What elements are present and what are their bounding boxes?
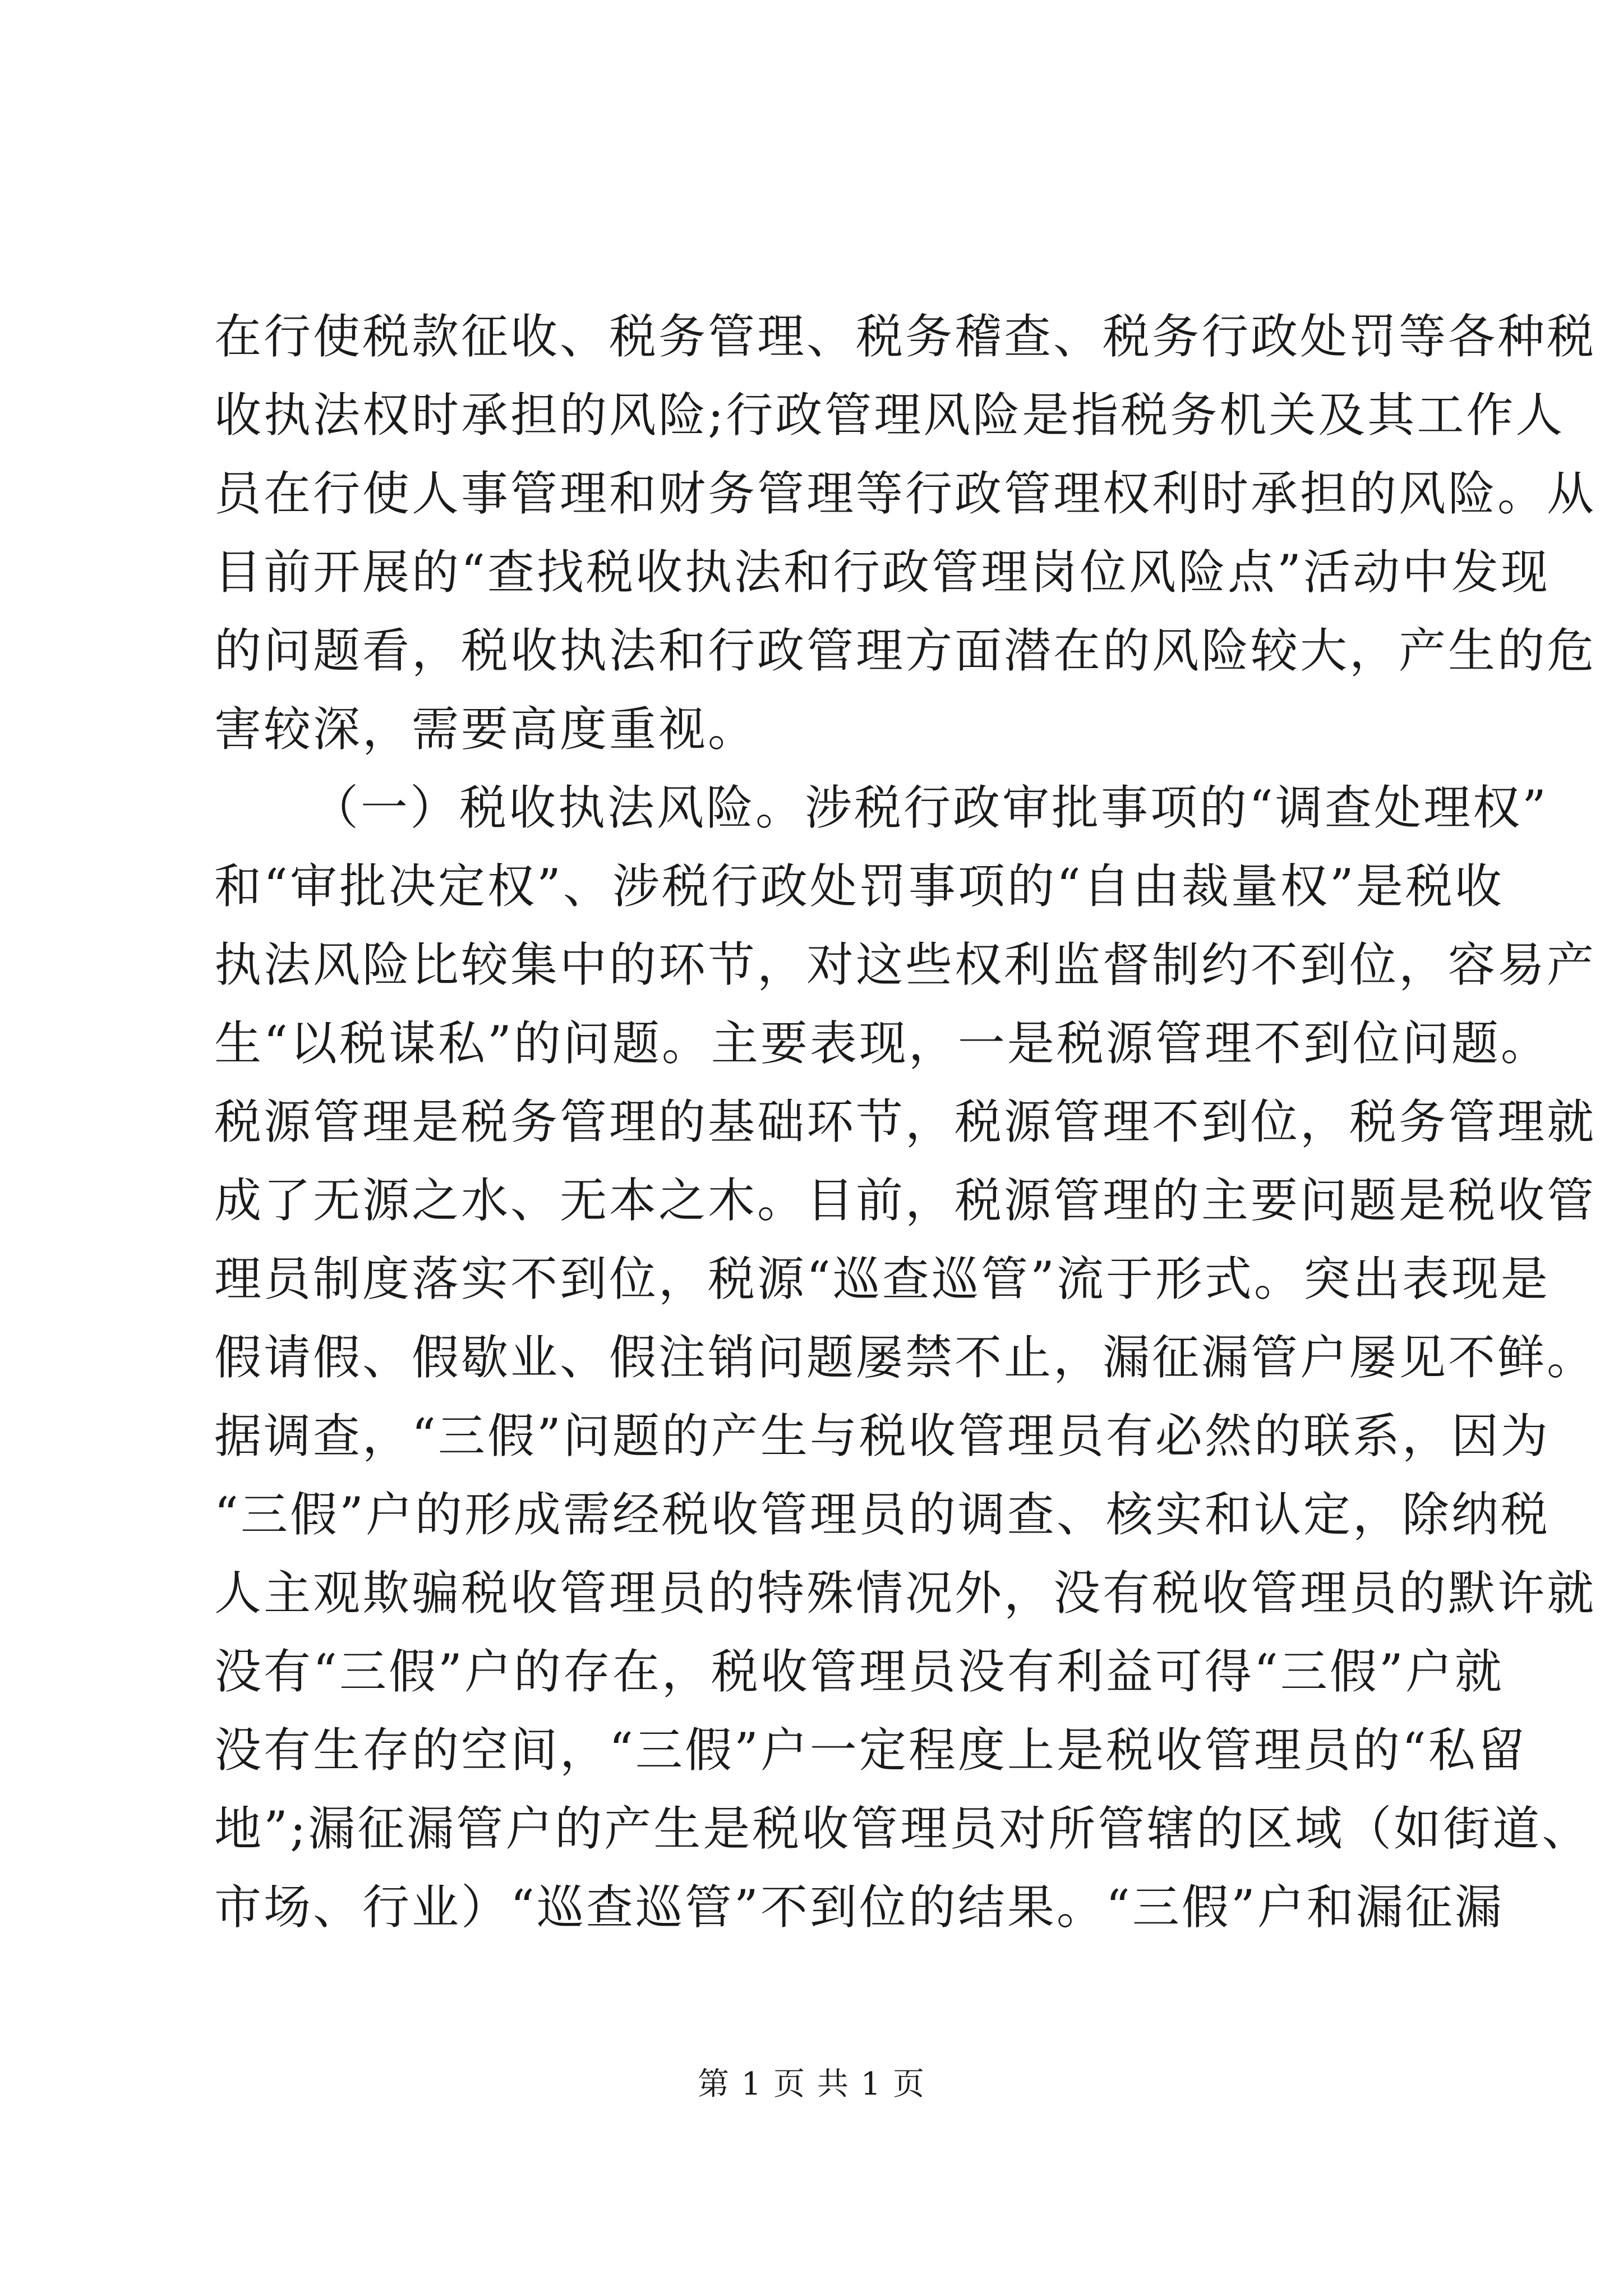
body-text-line: 和“审批决定权”、涉税行政处罚事项的“自由裁量权”是税收 [214,859,1504,914]
body-text-line: 的问题看，税收执法和行政管理方面潜在的风险较大，产生的危 [214,623,1597,678]
section-heading-line: （一）税收执法风险。涉税行政审批事项的“调查处理权” [311,780,1548,835]
body-text-line: 没有生存的空间，“三假”户一定程度上是税收管理员的“私留 [214,1723,1527,1778]
body-text-line: 理员制度落实不到位，税源“巡查巡管”流于形式。突出表现是 [214,1251,1550,1306]
body-text-line: 收执法权时承担的风险;行政管理风险是指税务机关及其工作人 [214,388,1565,443]
body-text-line: 员在行使人事管理和财务管理等行政管理权利时承担的风险。从 [214,466,1597,521]
body-text-line: 人主观欺骗税收管理员的特殊情况外，没有税收管理员的默许就 [214,1566,1597,1621]
body-text-line: 害较深，需要高度重视。 [214,702,758,757]
body-text-line: 生“以税谋私”的问题。主要表现，一是税源管理不到位问题。 [214,1016,1550,1071]
body-text-line: 执法风险比较集中的环节，对这些权利监督制约不到位，容易产 [214,937,1597,992]
body-text-line: 在行使税款征收、税务管理、税务稽查、税务行政处罚等各种税 [214,309,1597,364]
body-text-line: 目前开展的“查找税收执法和行政管理岗位风险点”活动中发现 [214,545,1550,600]
body-text-line: 成了无源之水、无本之木。目前，税源管理的主要问题是税收管 [214,1173,1597,1228]
body-text-line: 没有“三假”户的存在，税收管理员没有利益可得“三假”户就 [214,1644,1504,1699]
body-text-line: 假请假、假歇业、假注销问题屡禁不止，漏征漏管户屡见不鲜。 [214,1330,1597,1385]
body-text-line: 地”;漏征漏管户的产生是税收管理员对所管辖的区域（如街道、 [214,1801,1592,1856]
body-text-line: 市场、行业）“巡查巡管”不到位的结果。“三假”户和漏征漏 [214,1880,1504,1935]
page-number-footer: 第 1 页 共 1 页 [697,2066,926,2102]
body-text-line: “三假”户的形成需经税收管理员的调查、核实和认定，除纳税 [214,1487,1550,1542]
body-text-line: 据调查，“三假”问题的产生与税收管理员有必然的联系，因为 [214,1409,1550,1464]
body-text-line: 税源管理是税务管理的基础环节，税源管理不到位，税务管理就 [214,1094,1597,1149]
